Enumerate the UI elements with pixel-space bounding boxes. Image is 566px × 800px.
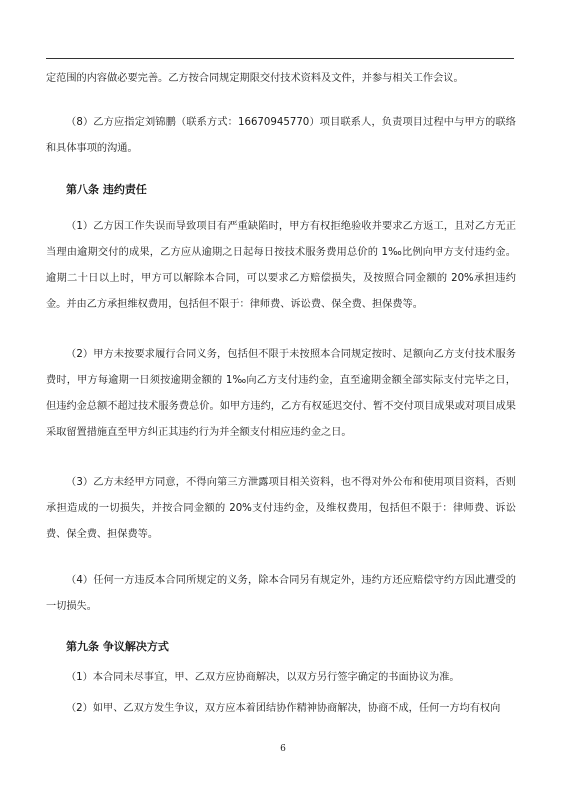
paragraph-8-3: （3）乙方未经甲方同意，不得向第三方泄露项目相关资料，也不得对外公布和使用项目资料，否则承担造成的一切损失，并按合同金额的 20%支付违约金，及维权费用，包括但不限于：律师费、诉讼费、保全费、担保费等。 [46,477,516,540]
header-rule [46,58,514,59]
paragraph-8-2: （2）甲方未按要求履行合同义务，包括但不限于未按照本合同规定按时、足额向乙方支付技术服务费时，甲方每逾期一日须按逾期金额的 1‰向乙方支付违约金，直至逾期金额全部实际支付完毕之日，但违约金总额不超过技术服务费总价。如甲方违约，乙方有权延迟交付、暂不交付项目成果或对项目成果采取留置措施直至甲方纠正其违约行为并全额支付相应违约金之日。 [46,349,516,438]
paragraph-8-4: （4）任何一方违反本合同所规定的义务，除本合同另有规定外，违约方还应赔偿守约方因此遭受的一切损失。 [46,575,516,612]
paragraph-contact-clause: （8）乙方应指定刘锦鹏（联系方式：16670945770）项目联系人，负责项目过程中与甲方的联络和具体事项的沟通。 [46,117,516,154]
paragraph-9-2: （2）如甲、乙双方发生争议，双方应本着团结协作精神协商解决，协商不成，任何一方均有权向 [66,703,501,714]
article-9-heading: 第九条 争议解决方式 [66,640,169,653]
page-number: 6 [280,744,286,754]
paragraph-8-1: （1）乙方因工作失误而导致项目有严重缺陷时，甲方有权拒绝验收并要求乙方返工，且对乙方无正当理由逾期交付的成果，乙方应从逾期之日起每日按技术服务费用总价的 1‰比例向甲方支付违约金。逾期二十日以上时，甲方可以解除本合同，可以要求乙方赔偿损失，及按照合同金额的 20%承担违约金。并由乙方承担维权费用，包括但不限于：律师费、诉讼费、保全费、担保费等。 [46,221,516,310]
paragraph-9-1: （1）本合同未尽事宜，甲、乙双方应协商解决，以双方另行签字确定的书面协议为准。 [66,672,460,683]
article-8-heading: 第八条 违约责任 [66,183,147,196]
paragraph-continuation: 定范围的内容做必要完善。乙方按合同规定期限交付技术资料及文件，并参与相关工作会议。 [46,73,464,84]
